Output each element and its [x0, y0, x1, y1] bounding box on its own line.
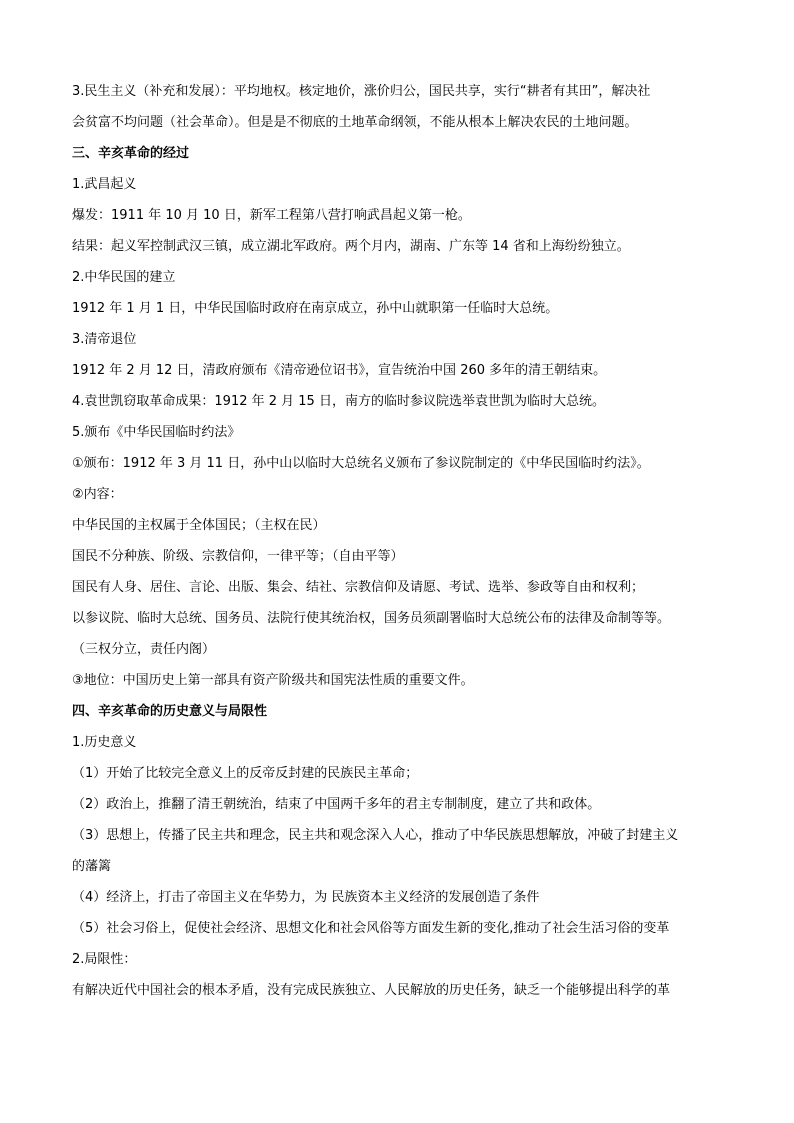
subheading: 2.局限性： [72, 952, 137, 967]
text-line: 会贫富不均问题（社会革命）。但是是不彻底的土地革命纲领，不能从根本上解决农民的土地问题。 [72, 115, 638, 130]
text-line: （1）开始了比较完全意义上的反帝反封建的民族民主革命； [72, 766, 419, 781]
subheading: 1.武昌起义 [72, 177, 137, 192]
text-line: 1912 年 1 月 1 日，中华民国临时政府在南京成立，孙中山就职第一任临时大总统。 [72, 301, 559, 316]
text-line: 以参议院、临时大总统、国务员、法院行使其统治权，国务员须副署临时大总统公布的法律及命制等等。 [72, 611, 671, 626]
text-line: ②内容： [72, 487, 123, 502]
subheading: 2.中华民国的建立 [72, 270, 176, 285]
text-line: 结果：起义军控制武汉三镇，成立湖北军政府。两个月内，湖南、广东等 14 省和上海纷纷独立。 [72, 239, 630, 254]
text-line: （4）经济上，打击了帝国主义在华势力，为 民族资本主义经济的发展创造了条件 [72, 890, 540, 905]
text-line: 爆发：1911 年 10 月 10 日，新军工程第八营打响武昌起义第一枪。 [72, 208, 471, 223]
text-line: 国民有人身、居住、言论、出版、集会、结社、宗教信仰及请愿、考试、选举、参政等自由和权利； [72, 580, 645, 595]
text-line: 中华民国的主权属于全体国民；（主权在民） [72, 518, 326, 533]
text-line: 有解决近代中国社会的根本矛盾，没有完成民族独立、人民解放的历史任务，缺乏一个能够提出科学的革 [72, 983, 671, 998]
subheading: 3.清帝退位 [72, 332, 137, 347]
text-line: 3.民生主义（补充和发展）：平均地权。核定地价，涨价归公，国民共享，实行“耕者有其田”，解决社 [72, 84, 651, 99]
text-line: （3）思想上，传播了民主共和理念，民主共和观念深入人心，推动了中华民族思想解放，冲破了封建主义 [72, 828, 679, 843]
text-line: 4.袁世凯窃取革命成果：1912 年 2 月 15 日，南方的临时参议院选举袁世凯为临时大总统。 [72, 394, 605, 409]
text-line: ③地位：中国历史上第一部具有资产阶级共和国宪法性质的重要文件。 [72, 673, 474, 688]
subheading: 1.历史意义 [72, 735, 137, 750]
section-heading: 三、辛亥革命的经过 [72, 146, 190, 161]
document-page [72, 76, 724, 1006]
text-line: ①颁布：1912 年 3 月 11 日，孙中山以临时大总统名义颁布了参议院制定的《中华民国临时约法》。 [72, 456, 650, 471]
text-line: 的藩篱 [72, 859, 112, 874]
text-line: 1912 年 2 月 12 日，清政府颁布《清帝逊位诏书》，宣告统治中国 260 多年的清王朝结束。 [72, 363, 607, 378]
subheading: 5.颁布《中华民国临时约法》 [72, 425, 241, 440]
text-line: （2）政治上，推翻了清王朝统治，结束了中国两千多年的君主专制制度，建立了共和政体。 [72, 797, 601, 812]
text-line: （三权分立，责任内阁） [72, 642, 216, 657]
section-heading: 四、辛亥革命的历史意义与局限性 [72, 704, 268, 719]
text-line: （5）社会习俗上，促使社会经济、思想文化和社会风俗等方面发生新的变化,推动了社会生活习俗的变革 [72, 921, 670, 936]
text-line: 国民不分种族、阶级、宗教信仰，一律平等；（自由平等） [72, 549, 404, 564]
